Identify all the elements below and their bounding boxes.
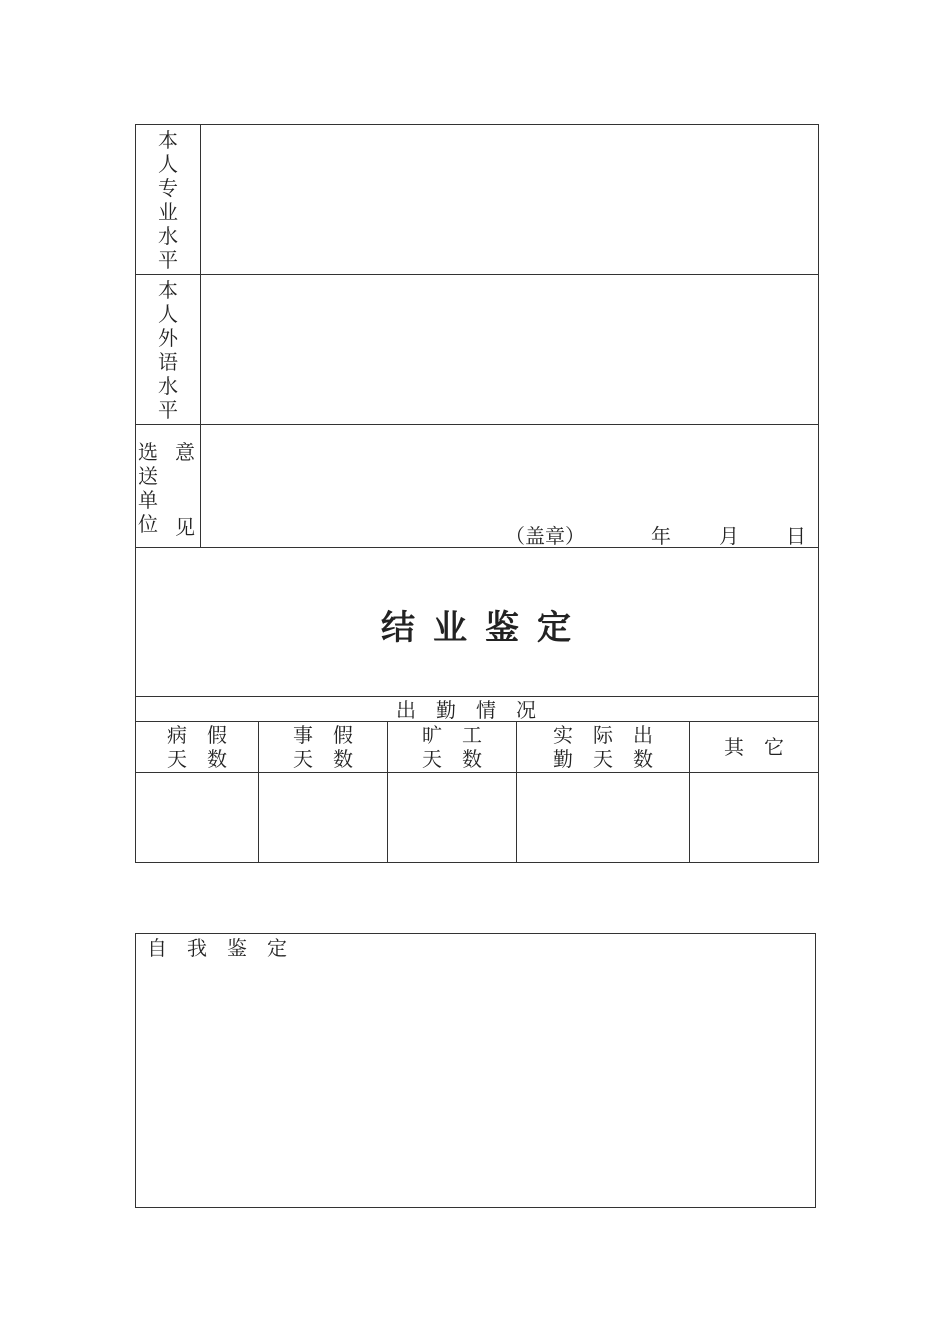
- header-line-1: 旷 工: [422, 723, 482, 747]
- label-column-divider: [200, 124, 201, 548]
- actual-attendance-days-field[interactable]: [517, 773, 689, 862]
- header-line-2: 天 数: [167, 747, 227, 771]
- row-divider: [135, 274, 819, 275]
- header-line-1: 病 假: [167, 723, 227, 747]
- opinion-label-top: 意: [175, 440, 195, 464]
- actual-attendance-days-header: [517, 722, 689, 772]
- header-line-1: 实 际 出: [553, 723, 653, 747]
- month-label: 月: [719, 524, 739, 548]
- other-header: [690, 722, 818, 772]
- day-label: 日: [786, 524, 806, 548]
- sick-leave-days-header: [136, 722, 258, 772]
- personal-leave-days-field[interactable]: [259, 773, 387, 862]
- foreign-language-level-field[interactable]: [202, 276, 817, 422]
- attendance-title: 出 勤 情 况: [396, 698, 536, 722]
- row-divider: [135, 547, 819, 548]
- professional-level-field[interactable]: [202, 126, 817, 272]
- personal-leave-days-header: [259, 722, 387, 772]
- header-line-2: 天 数: [422, 747, 482, 771]
- header-line-2: 勤 天 数: [553, 747, 653, 771]
- absence-days-field[interactable]: [388, 773, 516, 862]
- seal-label: （盖章）: [505, 524, 585, 548]
- sick-leave-days-field[interactable]: [136, 773, 258, 862]
- header-line-1: 事 假: [293, 723, 353, 747]
- row-divider: [135, 696, 819, 697]
- absence-days-header: [388, 722, 516, 772]
- dispatch-unit-label: 选送单位: [138, 440, 158, 536]
- row-divider: [135, 424, 819, 425]
- year-label: 年: [651, 524, 671, 548]
- self-assessment-label: 自 我 鉴 定: [147, 936, 287, 960]
- header-line-1: 其 它: [724, 735, 784, 759]
- header-line-2: 天 数: [293, 747, 353, 771]
- other-field[interactable]: [690, 773, 818, 862]
- professional-level-label: 本人专业水平: [158, 128, 178, 272]
- dispatch-opinion-field[interactable]: [202, 426, 817, 522]
- completion-appraisal-title: 结业鉴定: [381, 608, 589, 648]
- self-assessment-field[interactable]: [137, 962, 814, 1206]
- foreign-language-level-label: 本人外语水平: [158, 278, 178, 422]
- opinion-label-bottom: 见: [175, 515, 195, 539]
